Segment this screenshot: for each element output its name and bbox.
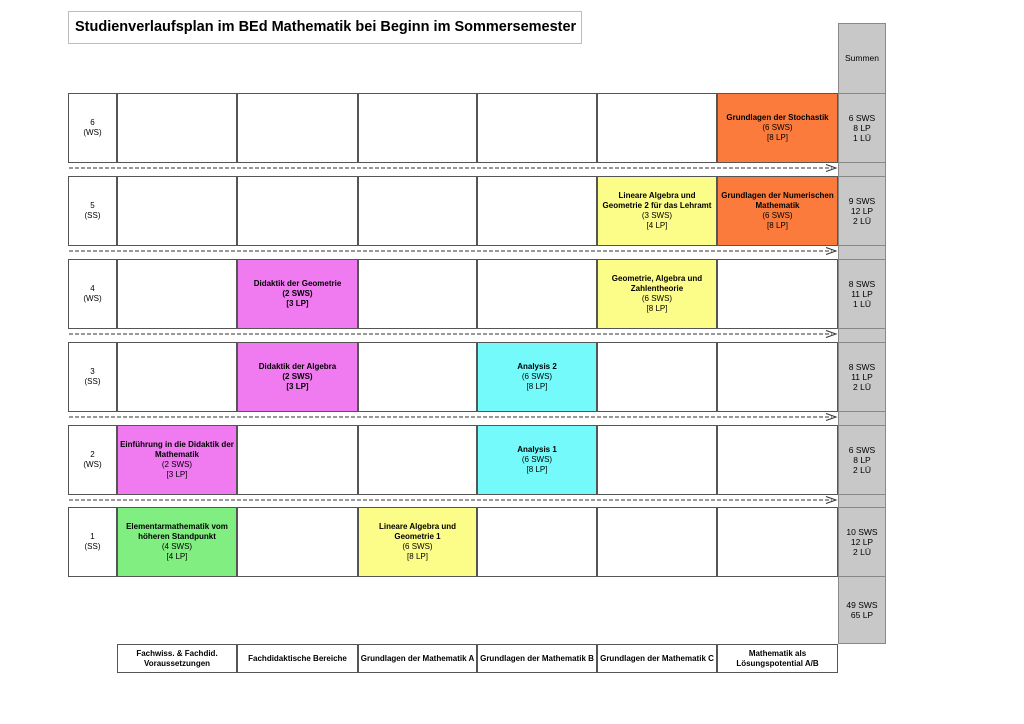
- semester-number: 3: [90, 367, 95, 376]
- sum-lp: 8 LP: [853, 455, 871, 465]
- page-title: Studienverlaufsplan im BEd Mathematik bei Beginn im Sommersemester: [68, 11, 582, 44]
- empty-cell: [117, 176, 237, 246]
- sum-lue: 1 LÜ: [853, 133, 871, 143]
- progression-arrow: [68, 329, 840, 339]
- semester-row: [68, 507, 838, 577]
- semester-label: [68, 176, 117, 246]
- semester-sum: [838, 176, 886, 246]
- semester-sum: [838, 342, 886, 412]
- semester-type: (WS): [83, 460, 102, 469]
- course-sws: (3 SWS): [641, 211, 673, 220]
- course-lp: [8 LP]: [767, 221, 788, 230]
- course-cell: [358, 507, 477, 577]
- course-sws: (6 SWS): [762, 211, 793, 220]
- empty-cell: [358, 176, 477, 246]
- empty-cell: [597, 342, 717, 412]
- sum-lue: 2 LÜ: [853, 216, 871, 226]
- sum-lp: 11 LP: [851, 289, 873, 299]
- course-sws: (2 SWS): [282, 289, 313, 298]
- course-lp: [8 LP]: [407, 552, 428, 561]
- semester-number: 2: [90, 450, 95, 459]
- course-lp: [4 LP]: [166, 552, 188, 561]
- semester-type: (WS): [83, 128, 102, 137]
- sum-lue: 2 LÜ: [853, 547, 871, 557]
- course-lp: [8 LP]: [526, 382, 548, 391]
- course-lp: [8 LP]: [767, 133, 788, 142]
- course-lp: [8 LP]: [526, 465, 548, 474]
- empty-cell: [117, 342, 237, 412]
- progression-arrow: [68, 246, 840, 256]
- empty-cell: [358, 93, 477, 163]
- course-lp: [3 LP]: [286, 382, 309, 391]
- course-cell: [237, 259, 358, 329]
- column-header: Grundlagen der Mathematik A: [358, 644, 477, 673]
- sum-lue: 1 LÜ: [853, 299, 871, 309]
- course-cell: [237, 342, 358, 412]
- course-lp: [8 LP]: [646, 304, 668, 313]
- course-cell: [117, 425, 237, 495]
- empty-cell: [117, 259, 237, 329]
- course-cell: [597, 259, 717, 329]
- course-cell: [117, 507, 237, 577]
- semester-label: [68, 93, 117, 163]
- semester-sum: [838, 425, 886, 495]
- column-header: Grundlagen der Mathematik B: [477, 644, 597, 673]
- course-title: Analysis 1: [517, 445, 557, 454]
- progression-arrow: [68, 163, 840, 173]
- semester-label: [68, 425, 117, 495]
- semester-label: [68, 259, 117, 329]
- sum-lue: 2 LÜ: [853, 465, 871, 475]
- semester-row: [68, 425, 838, 495]
- semester-type: (SS): [84, 211, 101, 220]
- semester-sum: [838, 259, 886, 329]
- course-sws: (2 SWS): [282, 372, 313, 381]
- course-sws: (6 SWS): [402, 542, 433, 551]
- course-title: Analysis 2: [517, 362, 557, 371]
- course-cell: [477, 425, 597, 495]
- semester-type: (WS): [83, 294, 102, 303]
- sum-lp: 12 LP: [850, 206, 874, 216]
- sum-sws: 9 SWS: [848, 196, 876, 206]
- course-cell: [597, 176, 717, 246]
- semester-label: [68, 342, 117, 412]
- course-sws: (2 SWS): [161, 460, 193, 469]
- empty-cell: [237, 425, 358, 495]
- total-sws: 49 SWS: [846, 599, 878, 610]
- progression-arrow: [68, 495, 840, 505]
- course-sws: (6 SWS): [641, 294, 673, 303]
- semester-number: 4: [90, 284, 95, 293]
- sum-lp: 11 LP: [851, 372, 873, 382]
- semester-type: (SS): [84, 377, 101, 386]
- empty-cell: [477, 176, 597, 246]
- column-header: Grundlagen der Mathematik C: [597, 644, 717, 673]
- course-lp: [4 LP]: [646, 221, 668, 230]
- semester-row: [68, 259, 838, 329]
- empty-cell: [597, 507, 717, 577]
- empty-cell: [717, 259, 838, 329]
- sum-sws: 8 SWS: [848, 362, 876, 372]
- course-title: Lineare Algebra und Geometrie 2 für das Lehramt: [602, 191, 712, 210]
- course-lp: [3 LP]: [286, 299, 309, 308]
- course-title: Einführung in die Didaktik der Mathematik: [120, 440, 234, 459]
- empty-cell: [117, 93, 237, 163]
- empty-cell: [717, 507, 838, 577]
- sum-sws: 6 SWS: [848, 445, 876, 455]
- semester-row: [68, 342, 838, 412]
- empty-cell: [237, 507, 358, 577]
- course-sws: (4 SWS): [161, 542, 193, 551]
- course-sws: (6 SWS): [762, 123, 793, 132]
- empty-cell: [717, 342, 838, 412]
- course-title: Elementarmathematik vom höheren Standpunkt: [126, 522, 228, 541]
- empty-cell: [358, 425, 477, 495]
- course-title: Grundlagen der Numerischen Mathematik: [721, 191, 834, 210]
- semester-label: [68, 507, 117, 577]
- empty-cell: [237, 176, 358, 246]
- empty-cell: [237, 93, 358, 163]
- course-cell: [717, 176, 838, 246]
- course-title: Grundlagen der Stochastik: [726, 113, 829, 122]
- total-sums: [838, 575, 886, 644]
- column-header: Fachdidaktische Bereiche: [237, 644, 358, 673]
- semester-number: 1: [90, 532, 95, 541]
- semester-sum: [838, 93, 886, 163]
- empty-cell: [477, 93, 597, 163]
- sum-lp: 8 LP: [853, 123, 871, 133]
- semester-type: (SS): [84, 542, 101, 551]
- empty-cell: [597, 93, 717, 163]
- summen-header: Summen: [844, 53, 879, 63]
- course-title: Didaktik der Geometrie: [253, 279, 342, 288]
- course-sws: (6 SWS): [521, 455, 553, 464]
- column-header: Mathematik als Lösungspotential A/B: [717, 644, 838, 673]
- empty-cell: [597, 425, 717, 495]
- progression-arrow: [68, 412, 840, 422]
- course-title: Didaktik der Algebra: [258, 362, 337, 371]
- empty-cell: [477, 507, 597, 577]
- course-cell: [477, 342, 597, 412]
- sum-sws: 8 SWS: [848, 279, 876, 289]
- empty-cell: [358, 342, 477, 412]
- course-title: Geometrie, Algebra und Zahlentheorie: [611, 274, 703, 293]
- sum-sws: 10 SWS: [846, 527, 878, 537]
- course-sws: (6 SWS): [521, 372, 553, 381]
- semester-row: [68, 93, 838, 163]
- column-header: Fachwiss. & Fachdid. Voraussetzungen: [117, 644, 237, 673]
- course-lp: [3 LP]: [166, 470, 188, 479]
- semester-number: 6: [90, 118, 95, 127]
- semester-sum: [838, 507, 886, 577]
- empty-cell: [717, 425, 838, 495]
- sum-sws: 6 SWS: [848, 113, 876, 123]
- empty-cell: [358, 259, 477, 329]
- empty-cell: [477, 259, 597, 329]
- sum-lp: 12 LP: [850, 537, 874, 547]
- course-cell: [717, 93, 838, 163]
- sum-lue: 2 LÜ: [853, 382, 871, 392]
- total-lp: 65 LP: [850, 609, 874, 620]
- semester-row: [68, 176, 838, 246]
- semester-number: 5: [90, 201, 95, 210]
- course-title: Lineare Algebra und Geometrie 1: [378, 522, 457, 541]
